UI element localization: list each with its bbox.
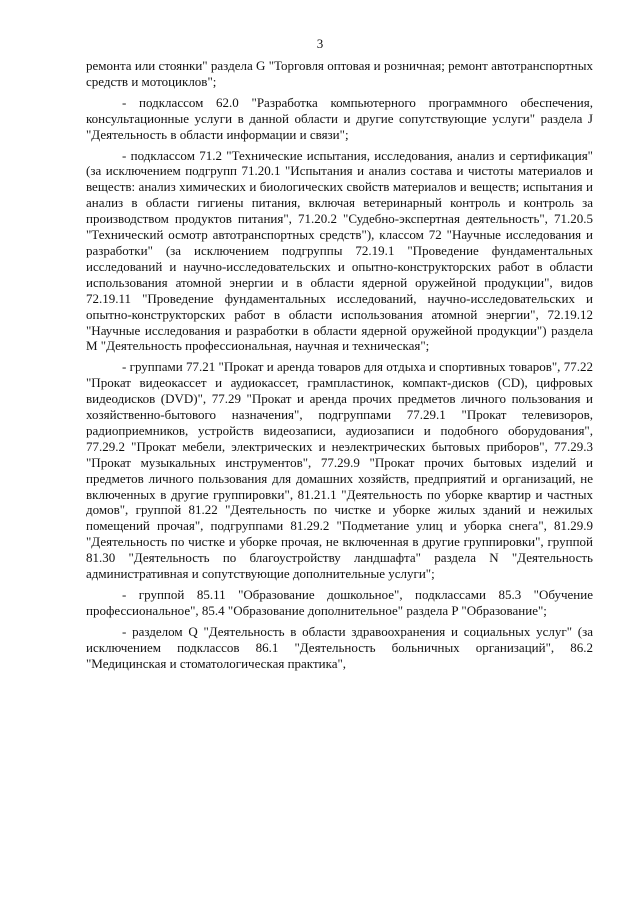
paragraph-continuation: ремонта или стоянки" раздела G "Торговля оптовая и розничная; ремонт автотранспортных средств и мотоциклов"; [86, 58, 593, 89]
paragraph-groups-77: - группами 77.21 "Прокат и аренда товаров для отдыха и спортивных товаров", 77.22 "Прокат видеокассет и аудиокассет, грампластинок, компакт-дисков (CD), цифровых видеодисков (DVD)", 77.29 "Прокат и аренда прочих предметов личного пользования и хозяйственно-бытового назначения", подгруппами 77.29.1 "Прокат телевизоров, радиоприемников, устройств видеозаписи, аудиозаписи и подобного оборудования", 77.29.2 "Прокат мебели, электрических и неэлектрических бытовых приборов", 77.29.3 "Прокат музыкальных инструментов", 77.29.9 "Прокат прочих бытовых изделий и предметов личного пользования для домашних хозяйств, предприятий и организаций, не включенных в другие группировки", 81.21.1 "Деятельность по уборке квартир и частных домов", группой 81.22 "Деятельность по чистке и уборке жилых зданий и нежилых помещений прочая", подгруппами 81.29.2 "Подметание улиц и уборка снега", 81.29.9 "Деятельность по чистке и уборке прочая, не включенная в другие группировки", группой 81.30 "Деятельность по благоустройству ландшафта" раздела N "Деятельность административная и сопутствующие дополнительные услуги"; [86, 359, 593, 582]
paragraph-subclass-62: - подклассом 62.0 "Разработка компьютерного программного обеспечения, консультационные услуги в данной области и другие сопутствующие услуги" раздела J "Деятельность в области информации и связи"; [86, 94, 593, 142]
document-body [86, 58, 593, 677]
paragraph-section-q: - разделом Q "Деятельность в области здравоохранения и социальных услуг" (за исключением подклассов 86.1 "Деятельность больничных организаций", 86.2 "Медицинская и стоматологическая практика", [86, 623, 593, 671]
paragraph-group-85: - группой 85.11 "Образование дошкольное", подклассами 85.3 "Обучение профессиональное", 85.4 "Образование дополнительное" раздела P "Образование"; [86, 587, 593, 618]
page-number: 3 [316, 36, 324, 51]
paragraph-subclass-71: - подклассом 71.2 "Технические испытания, исследования, анализ и сертификация" (за исключением подгрупп 71.20.1 "Испытания и анализ состава и чистоты материалов и веществ: анализ химических и биологических свойств материалов и веществ; испытания и анализ в области гигиены питания, включая ветеринарный контроль и контроль за производством продуктов питания", 71.20.2 "Судебно-экспертная деятельность", 71.20.5 "Технический осмотр автотранспортных средств"), классом 72 "Научные исследования и разработки" (за исключением подгруппы 72.19.1 "Проведение фундаментальных исследований и научно-исследовательских и опытно-конструкторских работ в области использования атомной энергии и в области ядерной оружейной продукции", видов 72.19.11 "Проведение фундаментальных исследований, научно-исследовательских и опытно-конструкторских работ в области использования атомной энергии", 72.19.12 "Научные исследования и разработки в области ядерной оружейной продукции") раздела M "Деятельность профессиональная, научная и техническая"; [86, 147, 593, 354]
